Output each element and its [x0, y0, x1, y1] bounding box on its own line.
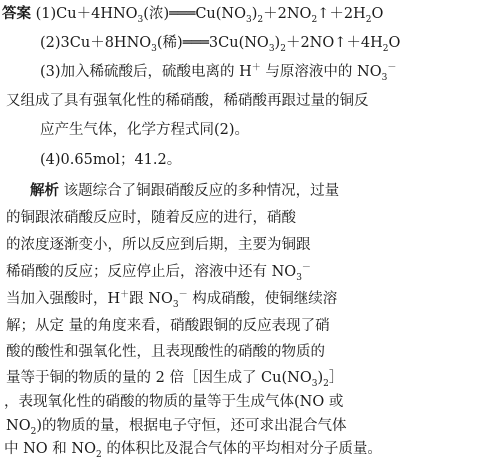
answer-q3-line3: 应产生气体，化学方程式同(2)。 [40, 122, 250, 138]
q2-condition: (稀) [156, 35, 183, 51]
answer-q3-line2: 又组成了具有强氧化性的稀硝酸，稀硝酸再跟过量的铜反 [6, 93, 369, 109]
analysis-line9: ，表现氧化性的硝酸的物质的量等于生成气体(NO 或 [4, 394, 344, 410]
analysis-line1: 解析 该题综合了铜跟硝酸反应的多种情况，过量 [30, 183, 340, 199]
q1-lhs: Cu＋4HNO [56, 6, 138, 22]
answer-label: 答案 [2, 6, 31, 22]
analysis-label: 解析 [30, 183, 59, 199]
analysis-line3: 的浓度逐渐变小，所以反应到后期，主要为铜跟 [6, 237, 311, 253]
analysis-line5: 当加入强酸时，H＋跟 $NO_3^-$ 构成硝酸，使铜继续溶 [6, 290, 338, 310]
analysis-line7: 酸的酸性和强氧化性，且表现酸性的硝酸的物质的 [6, 344, 325, 360]
answer-q2-line: $(2)3Cu+8HNO_3$(稀)$═══3Cu(NO_3)_2+2NO↑+4H_2O$ [40, 35, 401, 54]
q1-number: (1) [35, 6, 57, 22]
q2-number: (2) [40, 35, 61, 51]
analysis-line4: 稀硝酸的反应；反应停止后，溶液中还有 $NO_3^-$ [6, 263, 311, 283]
q2-equals: ═══ [182, 35, 209, 51]
analysis-line11: 中 NO 和 $NO_2$ 的体积比及混合气体的平均相对分子质量。 [4, 441, 382, 460]
answer-q4-line: (4)0.65mol；41.2。 [40, 152, 182, 168]
answer-q3-line1: (3)加入稀硫酸后，硫酸电离的 H＋ 与原溶液中的 $NO_3^-$ [40, 63, 397, 83]
q1-equals: ═══ [169, 6, 196, 22]
analysis-line6: 解；从定 量的角度来看，硝酸跟铜的反应表现了硝 [6, 318, 330, 334]
analysis-line10: $NO_2$)的物质的量，根据电子守恒，还可求出混合气体 [6, 418, 347, 437]
answer-q1-line: 答案 $(1)Cu+4HNO_3$(浓)$═══Cu(NO_3)_2+2NO_2↑+2H_2O$ [2, 6, 384, 25]
q2-lhs: 3Cu＋8HNO [60, 35, 152, 51]
q1-condition: (浓) [143, 6, 170, 22]
analysis-line8: 量等于铜的物质的量的 2 倍［因生成了 $Cu(NO_3)_2]$ [6, 370, 344, 389]
analysis-line2: 的铜跟浓硝酸反应时，随着反应的进行，硝酸 [6, 210, 296, 226]
